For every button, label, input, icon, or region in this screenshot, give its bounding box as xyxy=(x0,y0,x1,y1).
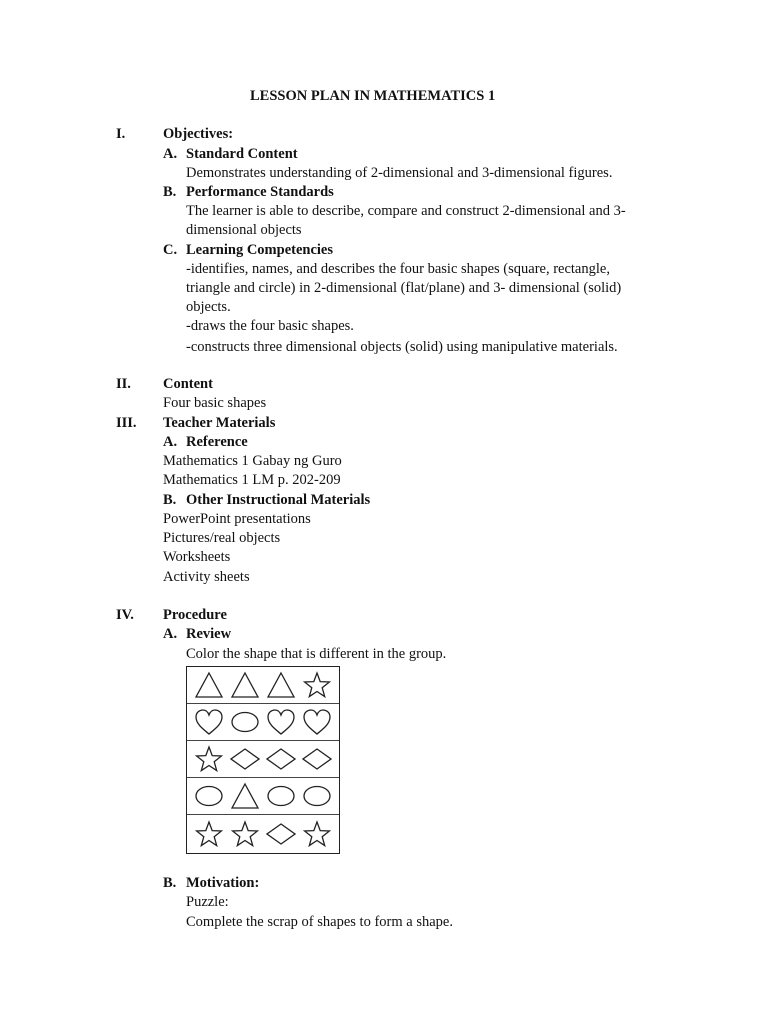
body-text: -identifies, names, and describes the four basic shapes (square, rectangle, xyxy=(186,261,610,277)
heart-icon xyxy=(266,708,296,736)
section-numeral: I. xyxy=(116,126,126,142)
body-text: objects. xyxy=(186,299,231,315)
body-text: Four basic shapes xyxy=(163,395,267,411)
body-text: -constructs three dimensional objects (solid) using manipulative materials. xyxy=(186,339,618,355)
subsection-heading-performance-standards: Performance Standards xyxy=(186,184,334,200)
star-icon xyxy=(302,671,332,699)
subsection-heading-standard-content: Standard Content xyxy=(186,146,298,162)
triangle-icon xyxy=(230,782,260,810)
section-heading-content: Content xyxy=(163,376,213,392)
body-text: Complete the scrap of shapes to form a shape. xyxy=(186,914,453,930)
star-icon xyxy=(194,745,224,773)
subsection-letter: A. xyxy=(163,626,178,642)
body-text: Pictures/real objects xyxy=(163,530,281,546)
subsection-letter: B. xyxy=(163,492,177,508)
body-text: Worksheets xyxy=(163,549,231,565)
oval-icon xyxy=(266,782,296,810)
body-text: dimensional objects xyxy=(186,222,302,238)
triangle-icon xyxy=(230,671,260,699)
oval-icon xyxy=(194,782,224,810)
diamond-icon xyxy=(266,745,296,773)
shape-row xyxy=(187,815,339,852)
body-text: Mathematics 1 Gabay ng Guro xyxy=(163,453,342,469)
shape-row xyxy=(187,704,339,741)
body-text: PowerPoint presentations xyxy=(163,511,311,527)
star-icon xyxy=(302,820,332,848)
subsection-letter: A. xyxy=(163,146,178,162)
subsection-heading-learning-competencies: Learning Competencies xyxy=(186,242,333,258)
heart-icon xyxy=(194,708,224,736)
subsection-letter: B. xyxy=(163,184,177,200)
triangle-icon xyxy=(266,671,296,699)
shape-row xyxy=(187,741,339,778)
section-numeral: III. xyxy=(116,415,137,431)
body-text: -draws the four basic shapes. xyxy=(186,318,354,334)
body-text: The learner is able to describe, compare and construct 2-dimensional and 3- xyxy=(186,203,626,219)
subsection-heading-review: Review xyxy=(186,626,232,642)
diamond-icon xyxy=(230,745,260,773)
oval-icon xyxy=(302,782,332,810)
body-text: Activity sheets xyxy=(163,569,250,585)
body-text: Mathematics 1 LM p. 202-209 xyxy=(163,472,341,488)
shape-row xyxy=(187,778,339,815)
subsection-letter: C. xyxy=(163,242,178,258)
shape-grid xyxy=(186,666,340,854)
subsection-letter: A. xyxy=(163,434,178,450)
triangle-icon xyxy=(194,671,224,699)
body-text: Puzzle: xyxy=(186,894,229,910)
star-icon xyxy=(230,820,260,848)
diamond-icon xyxy=(302,745,332,773)
body-text: triangle and circle) in 2-dimensional (flat/plane) and 3- dimensional (solid) xyxy=(186,280,622,296)
section-numeral: II. xyxy=(116,376,131,392)
oval-icon xyxy=(230,708,260,736)
section-heading-teacher-materials: Teacher Materials xyxy=(163,415,276,431)
diamond-icon xyxy=(266,820,296,848)
subsection-heading-motivation: Motivation: xyxy=(186,875,260,891)
subsection-heading-reference: Reference xyxy=(186,434,248,450)
section-heading-objectives: Objectives: xyxy=(163,126,234,142)
subsection-heading-other-materials: Other Instructional Materials xyxy=(186,492,371,508)
section-numeral: IV. xyxy=(116,607,134,623)
body-text: Demonstrates understanding of 2-dimensional and 3-dimensional figures. xyxy=(186,165,613,181)
body-text: Color the shape that is different in the group. xyxy=(186,646,447,662)
star-icon xyxy=(194,820,224,848)
subsection-letter: B. xyxy=(163,875,177,891)
section-heading-procedure: Procedure xyxy=(163,607,227,623)
shape-row xyxy=(187,667,339,704)
page-title: LESSON PLAN IN MATHEMATICS 1 xyxy=(250,88,496,104)
heart-icon xyxy=(302,708,332,736)
